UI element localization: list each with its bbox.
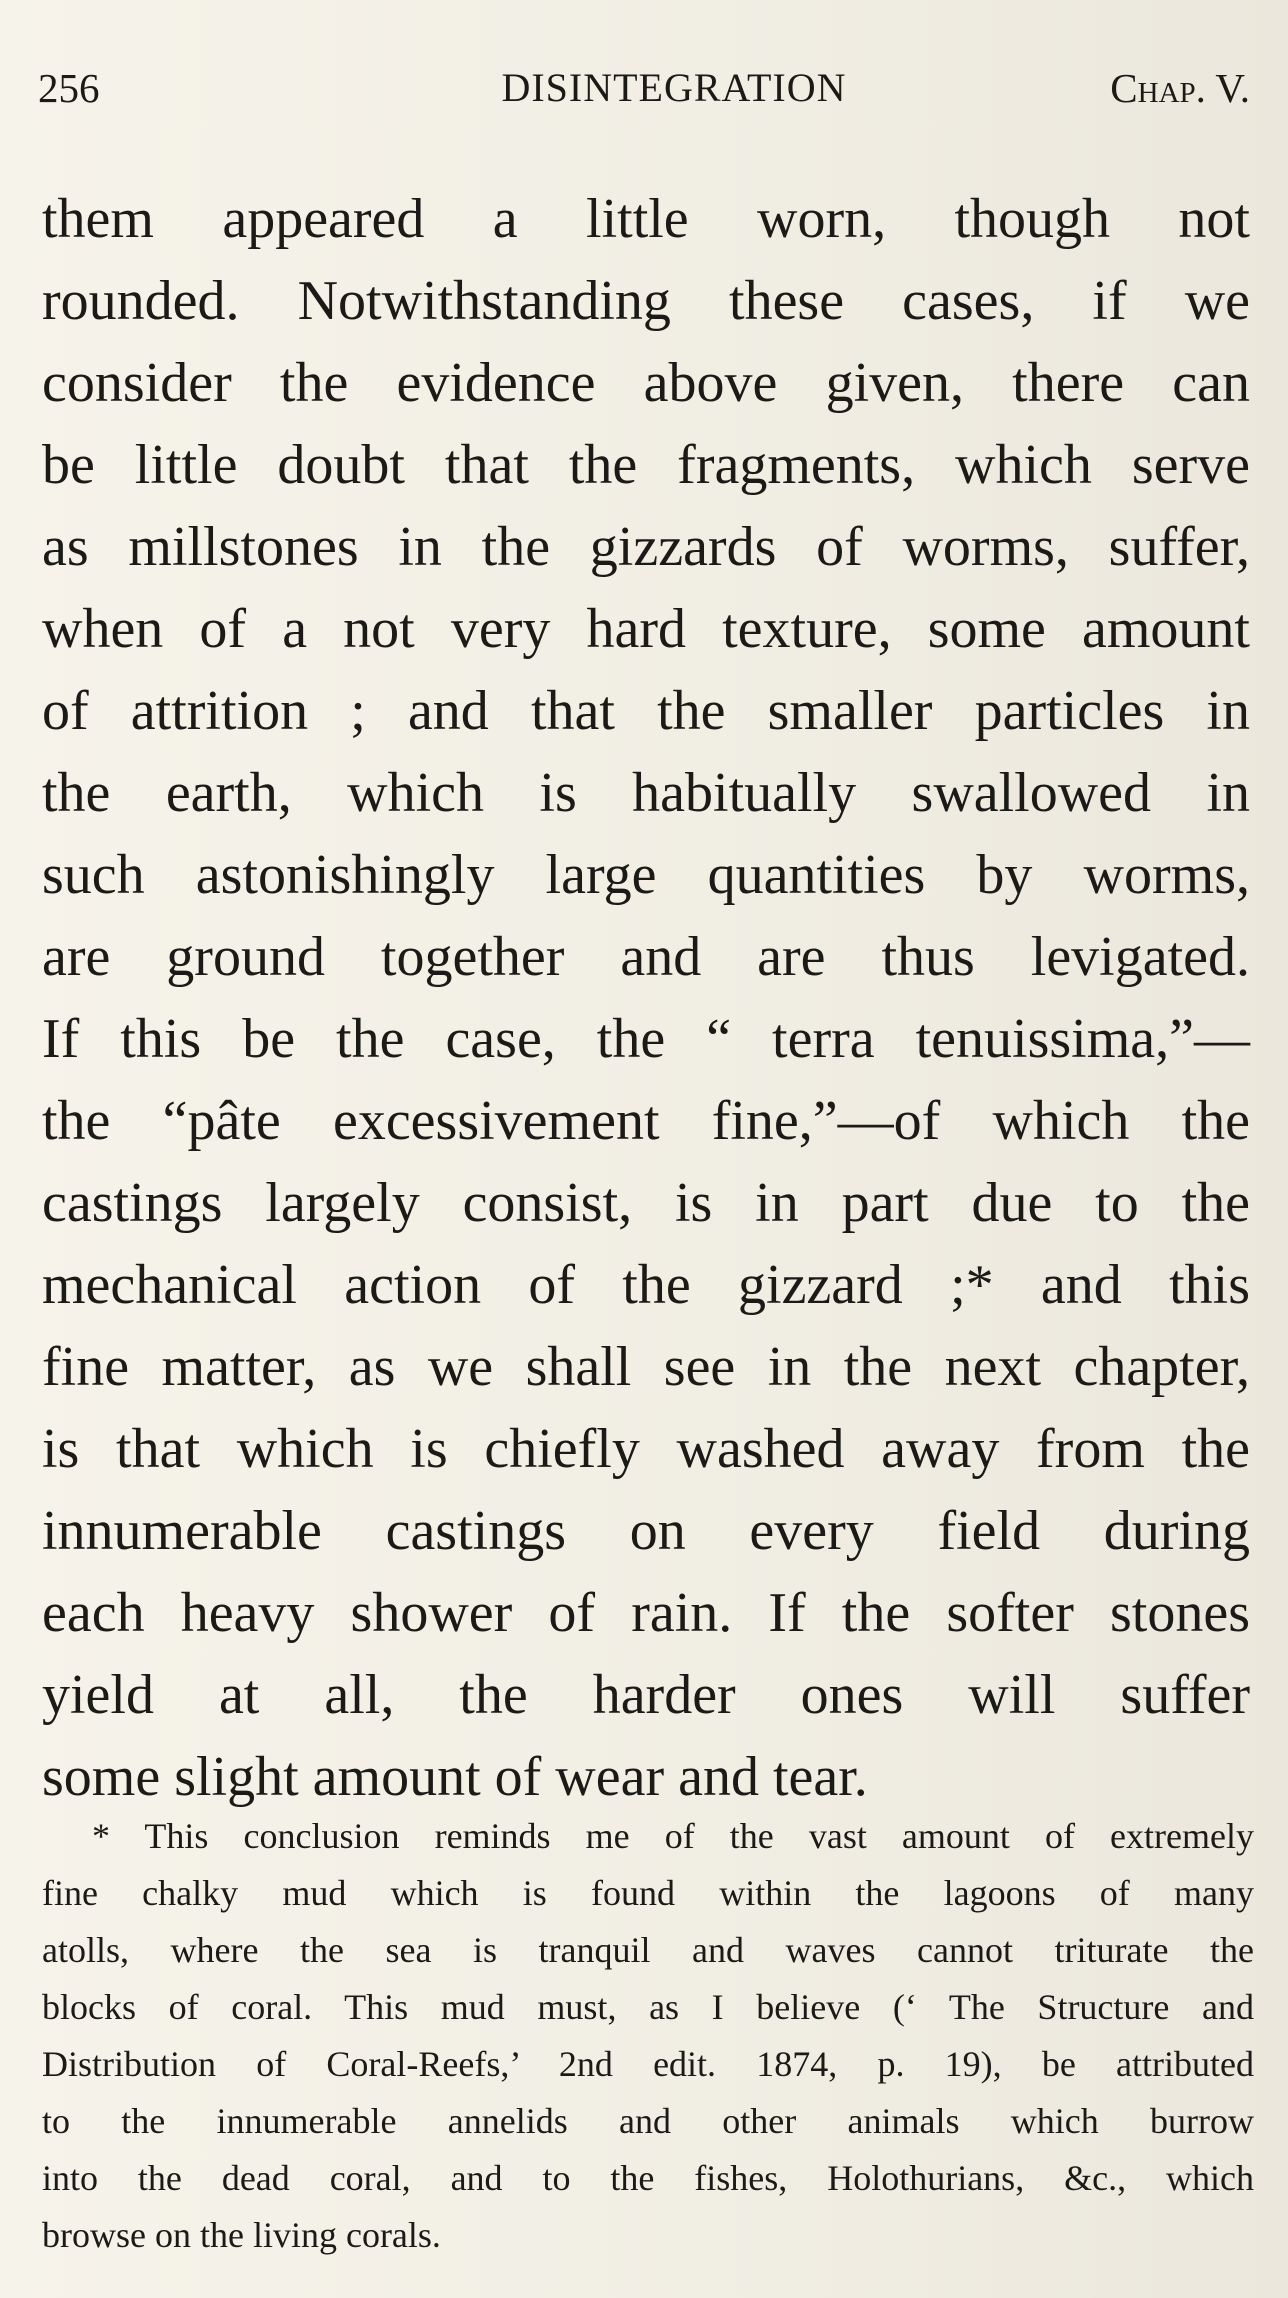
body-line: If this be the case, the “ terra tenuissima,”— [42, 1008, 1250, 1070]
footnote-line: fine chalky mud which is found within the lagoons of many [42, 1873, 1254, 1913]
footnote-line: atolls, where the sea is tranquil and waves cannot triturate the [42, 1930, 1254, 1970]
page-number: 256 [38, 65, 100, 111]
body-line: mechanical action of the gizzard ;* and this [42, 1254, 1250, 1316]
footnote-line: blocks of coral. This mud must, as I believe (‘ The Structure and [42, 1987, 1254, 2027]
footnote-line: Distribution of Coral-Reefs,’ 2nd edit. 1874, p. 19), be attributed [42, 2044, 1254, 2084]
body-line: be little doubt that the fragments, which serve [42, 434, 1250, 496]
body-line: some slight amount of wear and tear. [42, 1746, 868, 1808]
body-line: is that which is chiefly washed away from the [42, 1418, 1250, 1480]
body-line: each heavy shower of rain. If the softer stones [42, 1582, 1250, 1644]
running-title: DISINTEGRATION [501, 65, 847, 110]
body-line: as millstones in the gizzards of worms, suffer, [42, 516, 1250, 578]
body-line: fine matter, as we shall see in the next chapter, [42, 1336, 1250, 1398]
body-line: when of a not very hard texture, some amount [42, 598, 1250, 660]
body-line: them appeared a little worn, though not [42, 188, 1250, 250]
body-line: rounded. Notwithstanding these cases, if we [42, 270, 1250, 332]
chapter-reference: Chap. V. [1110, 65, 1250, 111]
running-head [38, 58, 1250, 118]
footnote-line: browse on the living corals. [42, 2215, 441, 2255]
footnote-line: into the dead coral, and to the fishes, Holothurians, &c., which [42, 2158, 1254, 2198]
footnote [42, 1808, 1254, 2264]
body-line: yield at all, the harder ones will suffer [42, 1664, 1250, 1726]
body-line: innumerable castings on every field during [42, 1500, 1250, 1562]
body-line: the earth, which is habitually swallowed in [42, 762, 1250, 824]
body-line: are ground together and are thus levigated. [42, 926, 1250, 988]
body-line: the “pâte excessivement fine,”—of which the [42, 1090, 1250, 1152]
body-line: consider the evidence above given, there can [42, 352, 1250, 414]
body-line: castings largely consist, is in part due to the [42, 1172, 1250, 1234]
body-line: of attrition ; and that the smaller particles in [42, 680, 1250, 742]
footnote-line: to the innumerable annelids and other animals which burrow [42, 2101, 1254, 2141]
body-line: such astonishingly large quantities by worms, [42, 844, 1250, 906]
body-text [42, 178, 1250, 1818]
footnote-line: * This conclusion reminds me of the vast amount of extremely [92, 1816, 1254, 1856]
